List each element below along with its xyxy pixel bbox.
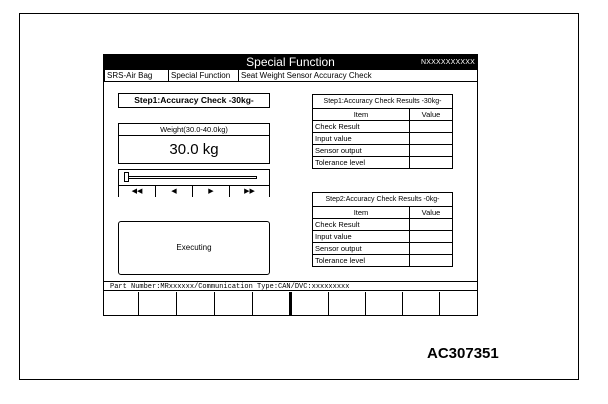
row-item: Check Result (313, 121, 410, 133)
function-key-2[interactable] (139, 292, 177, 315)
table-row (313, 157, 452, 169)
table-row (313, 219, 452, 231)
row-item: Tolerance level (313, 255, 410, 267)
weight-label: Weight(30.0-40.0kg) (119, 124, 269, 136)
table-row (313, 255, 452, 267)
weight-slider-thumb[interactable] (124, 172, 129, 182)
results-title: Step2:Accuracy Check Results -0kg- (313, 193, 452, 207)
function-key-1[interactable] (104, 292, 139, 315)
function-key-8[interactable] (366, 292, 403, 315)
window-title: Special Function (246, 55, 335, 69)
vin-number: NXXXXXXXXXX (421, 59, 475, 66)
function-key-bar (104, 292, 477, 315)
table-row (313, 121, 452, 133)
function-key-6[interactable] (292, 292, 329, 315)
table-row (313, 243, 452, 255)
breadcrumb-seat-weight-check: Seat Weight Sensor Accuracy Check (238, 70, 398, 82)
fast-rewind-button[interactable]: ◀◀ (119, 186, 156, 197)
results-table-step2 (312, 192, 453, 267)
weight-panel (118, 123, 270, 164)
function-key-4[interactable] (215, 292, 253, 315)
function-key-5[interactable] (253, 292, 290, 315)
row-item: Sensor output (313, 243, 410, 255)
row-value (410, 243, 453, 255)
table-row (313, 145, 452, 157)
step-label: Step1:Accuracy Check -30kg- (118, 93, 270, 108)
figure-code: AC307351 (427, 345, 499, 362)
fast-forward-button[interactable]: ▶▶ (230, 186, 269, 197)
row-item: Sensor output (313, 145, 410, 157)
row-value (410, 219, 453, 231)
step-forward-button[interactable]: ▶ (193, 186, 230, 197)
row-item: Input value (313, 231, 410, 243)
weight-slider-panel (118, 169, 270, 197)
table-row (313, 133, 452, 145)
column-header-value: Value (410, 207, 453, 219)
table-row (313, 231, 452, 243)
function-key-10[interactable] (440, 292, 477, 315)
row-value (410, 231, 453, 243)
function-key-7[interactable] (329, 292, 366, 315)
breadcrumb-special-function[interactable]: Special Function (168, 70, 238, 82)
row-value (410, 133, 453, 145)
row-item: Input value (313, 133, 410, 145)
step-back-button[interactable]: ◀ (156, 186, 193, 197)
row-value (410, 157, 453, 169)
diagnostic-screen (103, 54, 478, 316)
row-value (410, 145, 453, 157)
row-value (410, 255, 453, 267)
weight-value: 30.0 kg (169, 141, 219, 158)
breadcrumb-divider (238, 81, 477, 82)
column-header-value: Value (410, 109, 453, 121)
column-header-item: Item (313, 109, 410, 121)
function-key-3[interactable] (177, 292, 215, 315)
row-item: Check Result (313, 219, 410, 231)
column-header-item: Item (313, 207, 410, 219)
execution-status: Executing (118, 221, 270, 275)
slider-buttons (119, 185, 269, 197)
results-title: Step1:Accuracy Check Results -30kg- (313, 95, 452, 109)
breadcrumb-srs-air-bag[interactable]: SRS-Air Bag (104, 70, 168, 82)
status-bar: Part Number:MRxxxxxx/Communication Type:CAN/DVC:xxxxxxxxx (104, 281, 477, 291)
weight-slider-track[interactable] (127, 176, 257, 179)
row-item: Tolerance level (313, 157, 410, 169)
row-value (410, 121, 453, 133)
results-table-step1 (312, 94, 453, 169)
title-bar (104, 55, 477, 70)
function-key-9[interactable] (403, 292, 440, 315)
